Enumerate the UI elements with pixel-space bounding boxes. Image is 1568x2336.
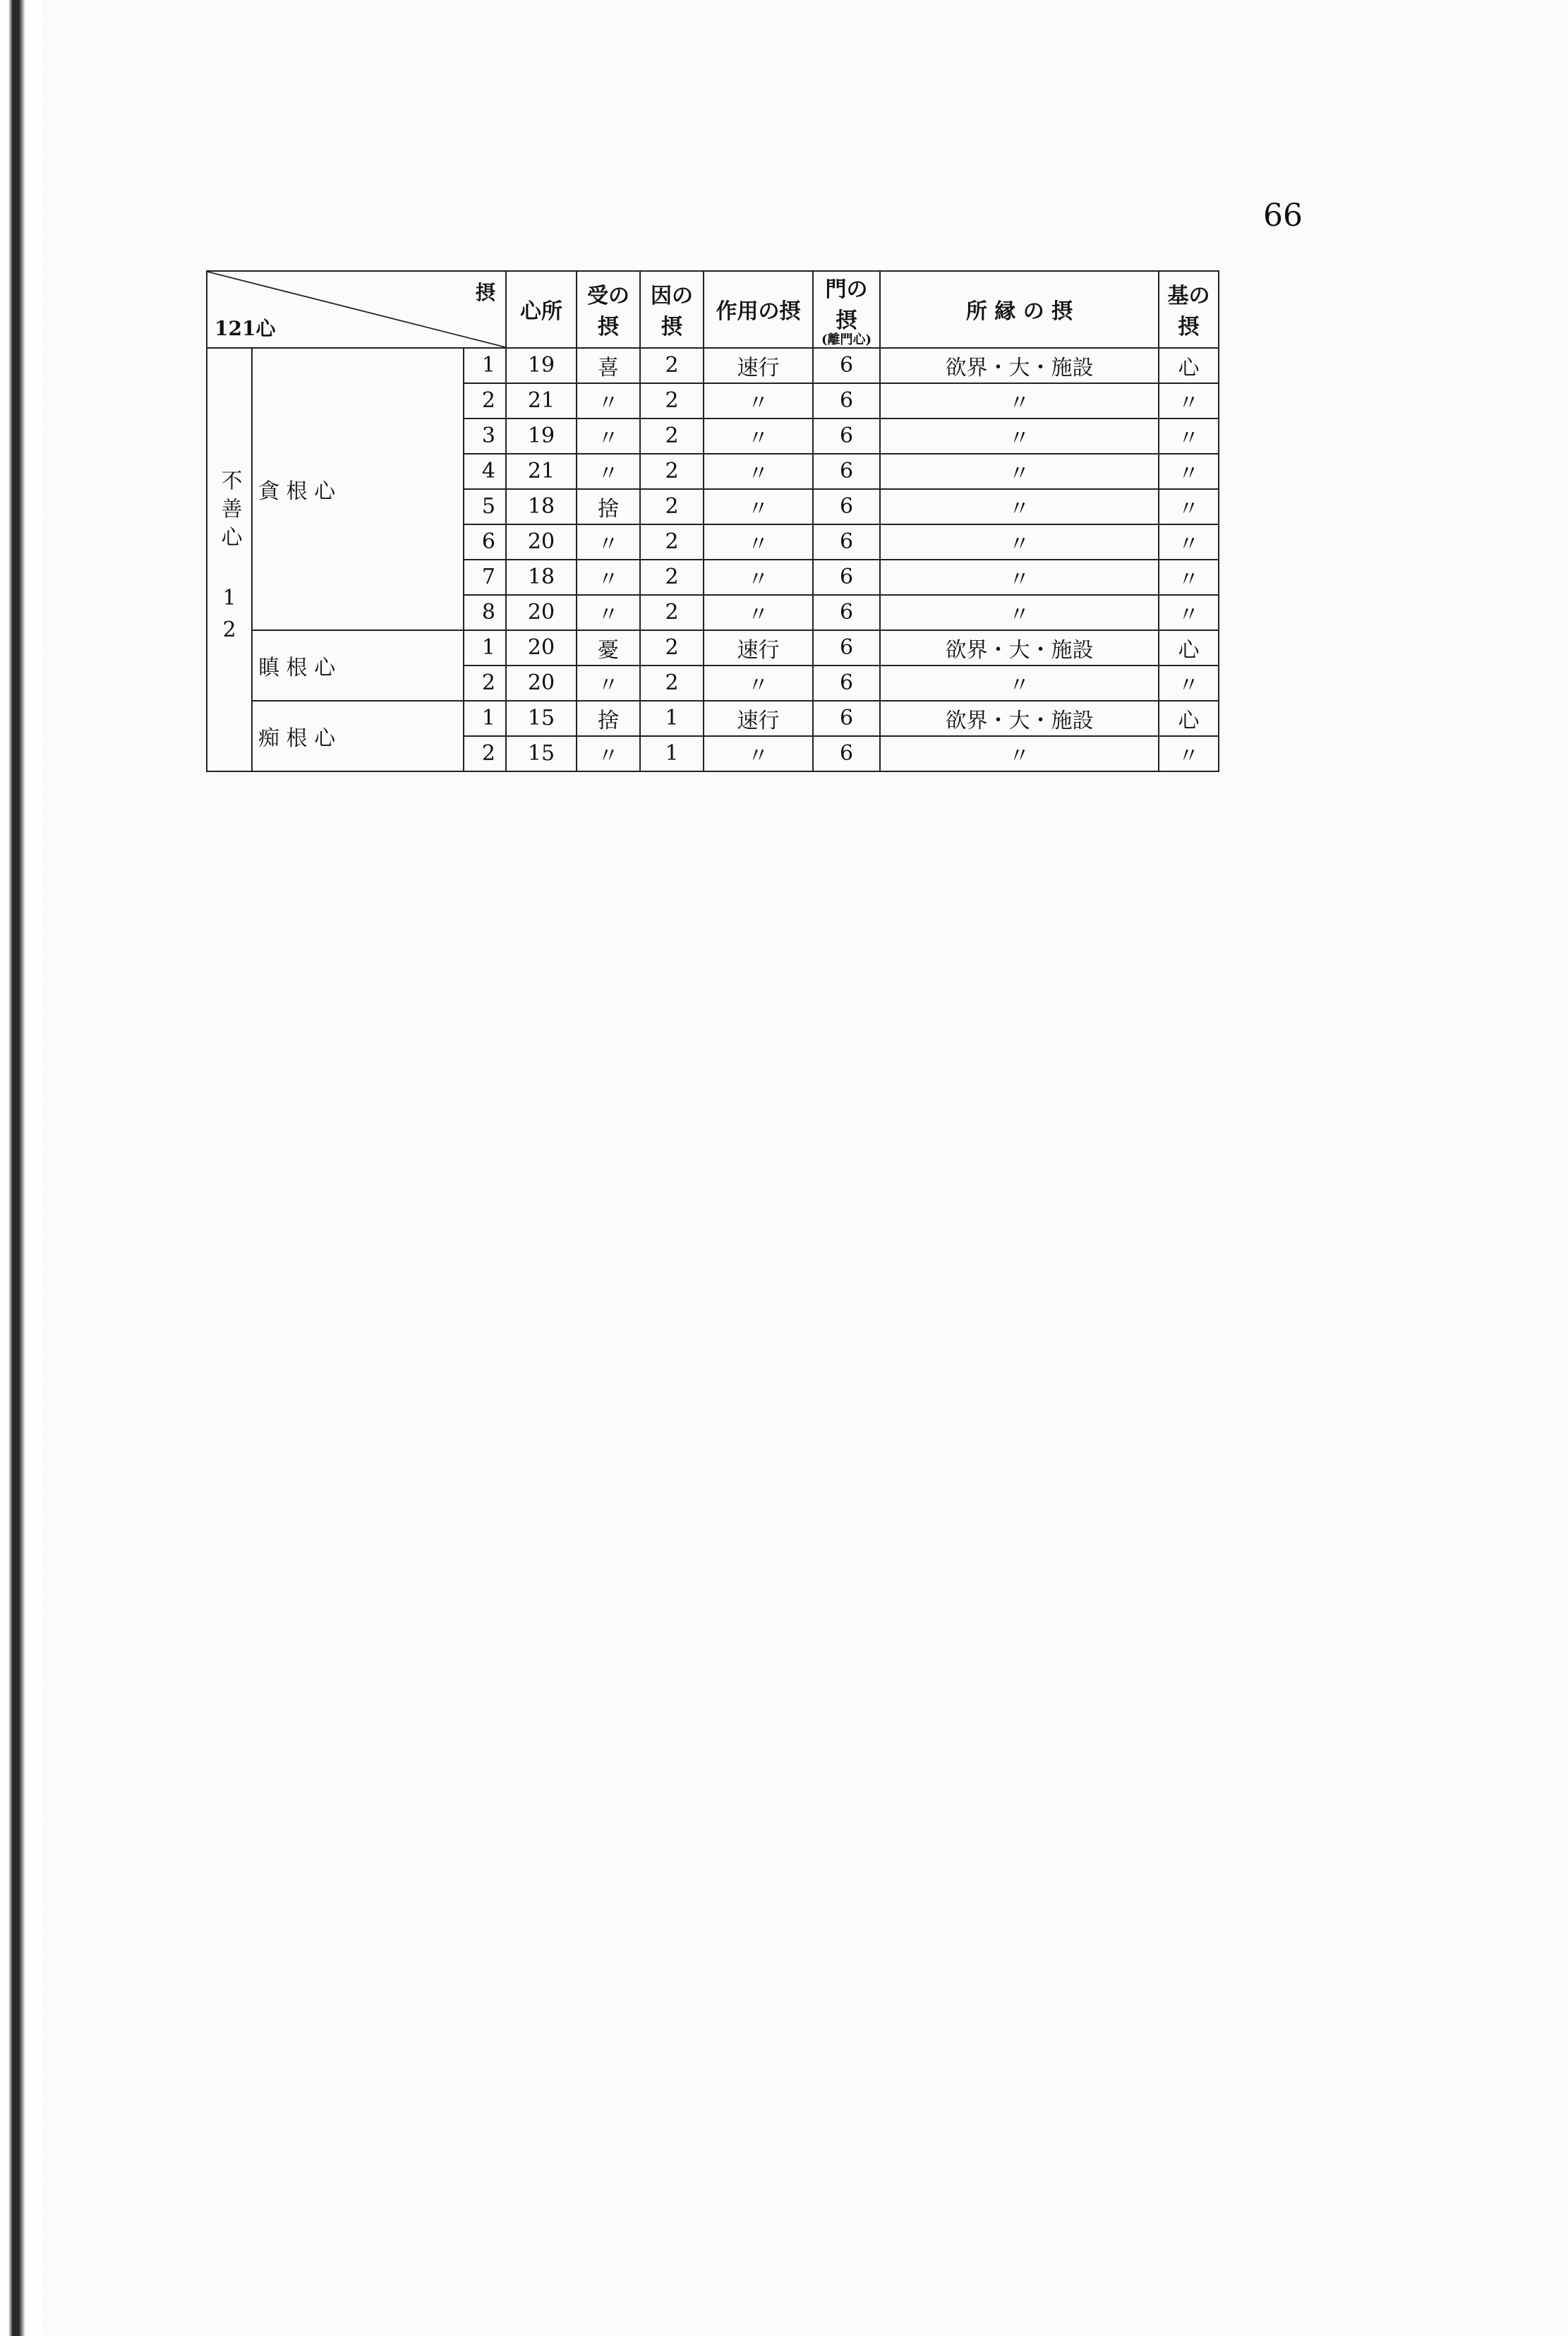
cell-sayo: 〃 — [704, 454, 813, 489]
header-kokoro: 心所 — [506, 271, 577, 348]
header-mon — [813, 271, 880, 348]
row-num: 4 — [464, 454, 506, 489]
cell-ju: 〃 — [577, 383, 640, 419]
cell-ki: 〃 — [1159, 419, 1219, 454]
cell-sayo: 速行 — [704, 630, 813, 666]
left-margin-mark — [0, 0, 42, 2336]
cell-ju: 憂 — [577, 630, 640, 666]
cell-mon: 6 — [813, 666, 880, 701]
cell-kokoro: 19 — [506, 348, 577, 383]
cell-shoen: 〃 — [880, 489, 1159, 524]
cell-ki: 心 — [1159, 630, 1219, 666]
cell-kokoro: 15 — [506, 736, 577, 771]
cell-ki: 心 — [1159, 701, 1219, 736]
cell-ki: 〃 — [1159, 595, 1219, 630]
cell-kokoro: 21 — [506, 383, 577, 419]
row-num: 3 — [464, 419, 506, 454]
page-number: 66 — [1263, 198, 1303, 234]
cell-ki: 〃 — [1159, 666, 1219, 701]
table-header — [207, 271, 1219, 348]
cell-sayo: 速行 — [704, 348, 813, 383]
cell-kokoro: 19 — [506, 419, 577, 454]
table-row — [207, 701, 1219, 736]
cell-in: 2 — [640, 560, 704, 595]
cell-sayo: 〃 — [704, 736, 813, 771]
cell-in: 2 — [640, 595, 704, 630]
corner-bottom-label: 121心 — [215, 316, 276, 340]
cell-kokoro: 21 — [506, 454, 577, 489]
cell-ju: 〃 — [577, 595, 640, 630]
row-num: 2 — [464, 736, 506, 771]
cell-ju: 喜 — [577, 348, 640, 383]
row-num: 1 — [464, 701, 506, 736]
cell-sayo: 〃 — [704, 524, 813, 560]
cell-mon: 6 — [813, 595, 880, 630]
cell-mon: 6 — [813, 524, 880, 560]
row-num: 6 — [464, 524, 506, 560]
cell-sayo: 〃 — [704, 666, 813, 701]
cell-ju: 〃 — [577, 736, 640, 771]
header-ju: 受の摂 — [577, 271, 640, 348]
header-row — [207, 271, 1219, 348]
cell-sayo: 〃 — [704, 560, 813, 595]
cell-kokoro: 18 — [506, 489, 577, 524]
cell-mon: 6 — [813, 701, 880, 736]
cell-ki: 〃 — [1159, 524, 1219, 560]
header-mon-sub: (離門心) — [821, 332, 872, 347]
cell-mon: 6 — [813, 419, 880, 454]
cell-in: 1 — [640, 701, 704, 736]
cell-sayo: 〃 — [704, 383, 813, 419]
cell-sayo: 〃 — [704, 489, 813, 524]
cell-mon: 6 — [813, 736, 880, 771]
cell-in: 2 — [640, 419, 704, 454]
cell-ju: 〃 — [577, 560, 640, 595]
cell-shoen: 〃 — [880, 454, 1159, 489]
cell-in: 2 — [640, 348, 704, 383]
cell-kokoro: 20 — [506, 666, 577, 701]
cell-ju: 〃 — [577, 524, 640, 560]
cell-in: 2 — [640, 524, 704, 560]
cell-shoen: 欲界・大・施設 — [880, 630, 1159, 666]
cell-mon: 6 — [813, 630, 880, 666]
cell-sayo: 〃 — [704, 419, 813, 454]
cell-shoen: 〃 — [880, 666, 1159, 701]
cell-shoen: 〃 — [880, 595, 1159, 630]
header-mon-label: 門の摂 — [825, 277, 868, 333]
cell-kokoro: 18 — [506, 560, 577, 595]
row-num: 1 — [464, 630, 506, 666]
cell-ki: 〃 — [1159, 560, 1219, 595]
cell-in: 2 — [640, 454, 704, 489]
cell-shoen: 〃 — [880, 524, 1159, 560]
cell-shoen: 欲界・大・施設 — [880, 701, 1159, 736]
cell-shoen: 欲界・大・施設 — [880, 348, 1159, 383]
table-body — [207, 348, 1219, 771]
table-row — [207, 348, 1219, 383]
cell-in: 2 — [640, 383, 704, 419]
cell-in: 2 — [640, 489, 704, 524]
cell-ki: 心 — [1159, 348, 1219, 383]
header-sayo: 作用の摂 — [704, 271, 813, 348]
main-table-wrap — [206, 270, 1218, 772]
group-label-chi: 痴 根 心 — [252, 701, 464, 771]
cell-mon: 6 — [813, 560, 880, 595]
corner-diagonal-header — [207, 271, 506, 348]
cell-ki: 〃 — [1159, 489, 1219, 524]
cell-mon: 6 — [813, 489, 880, 524]
cell-ki: 〃 — [1159, 383, 1219, 419]
cell-ju: 捨 — [577, 489, 640, 524]
cell-sayo: 〃 — [704, 595, 813, 630]
header-ki: 基の摂 — [1159, 271, 1219, 348]
cell-sayo: 速行 — [704, 701, 813, 736]
cell-kokoro: 20 — [506, 630, 577, 666]
header-in: 因の摂 — [640, 271, 704, 348]
cell-shoen: 〃 — [880, 560, 1159, 595]
cell-ju: 〃 — [577, 419, 640, 454]
main-table — [206, 270, 1219, 772]
cell-kokoro: 20 — [506, 595, 577, 630]
corner-top-label: 摂 — [475, 281, 495, 304]
cell-mon: 6 — [813, 383, 880, 419]
cell-mon: 6 — [813, 454, 880, 489]
cell-mon: 6 — [813, 348, 880, 383]
cell-ju: 〃 — [577, 666, 640, 701]
row-num: 7 — [464, 560, 506, 595]
header-shoen: 所 縁 の 摂 — [880, 271, 1159, 348]
section-label-fuzen: 不善心 12 — [207, 348, 252, 771]
cell-shoen: 〃 — [880, 419, 1159, 454]
cell-in: 1 — [640, 736, 704, 771]
cell-ju: 〃 — [577, 454, 640, 489]
cell-shoen: 〃 — [880, 383, 1159, 419]
cell-ki: 〃 — [1159, 736, 1219, 771]
table-row — [207, 630, 1219, 666]
row-num: 2 — [464, 383, 506, 419]
cell-ki: 〃 — [1159, 454, 1219, 489]
row-num: 2 — [464, 666, 506, 701]
cell-in: 2 — [640, 630, 704, 666]
group-label-shin: 瞋 根 心 — [252, 630, 464, 701]
row-num: 1 — [464, 348, 506, 383]
cell-shoen: 〃 — [880, 736, 1159, 771]
cell-in: 2 — [640, 666, 704, 701]
cell-ju: 捨 — [577, 701, 640, 736]
cell-kokoro: 20 — [506, 524, 577, 560]
group-label-ton: 貪 根 心 — [252, 348, 464, 630]
row-num: 8 — [464, 595, 506, 630]
row-num: 5 — [464, 489, 506, 524]
cell-kokoro: 15 — [506, 701, 577, 736]
